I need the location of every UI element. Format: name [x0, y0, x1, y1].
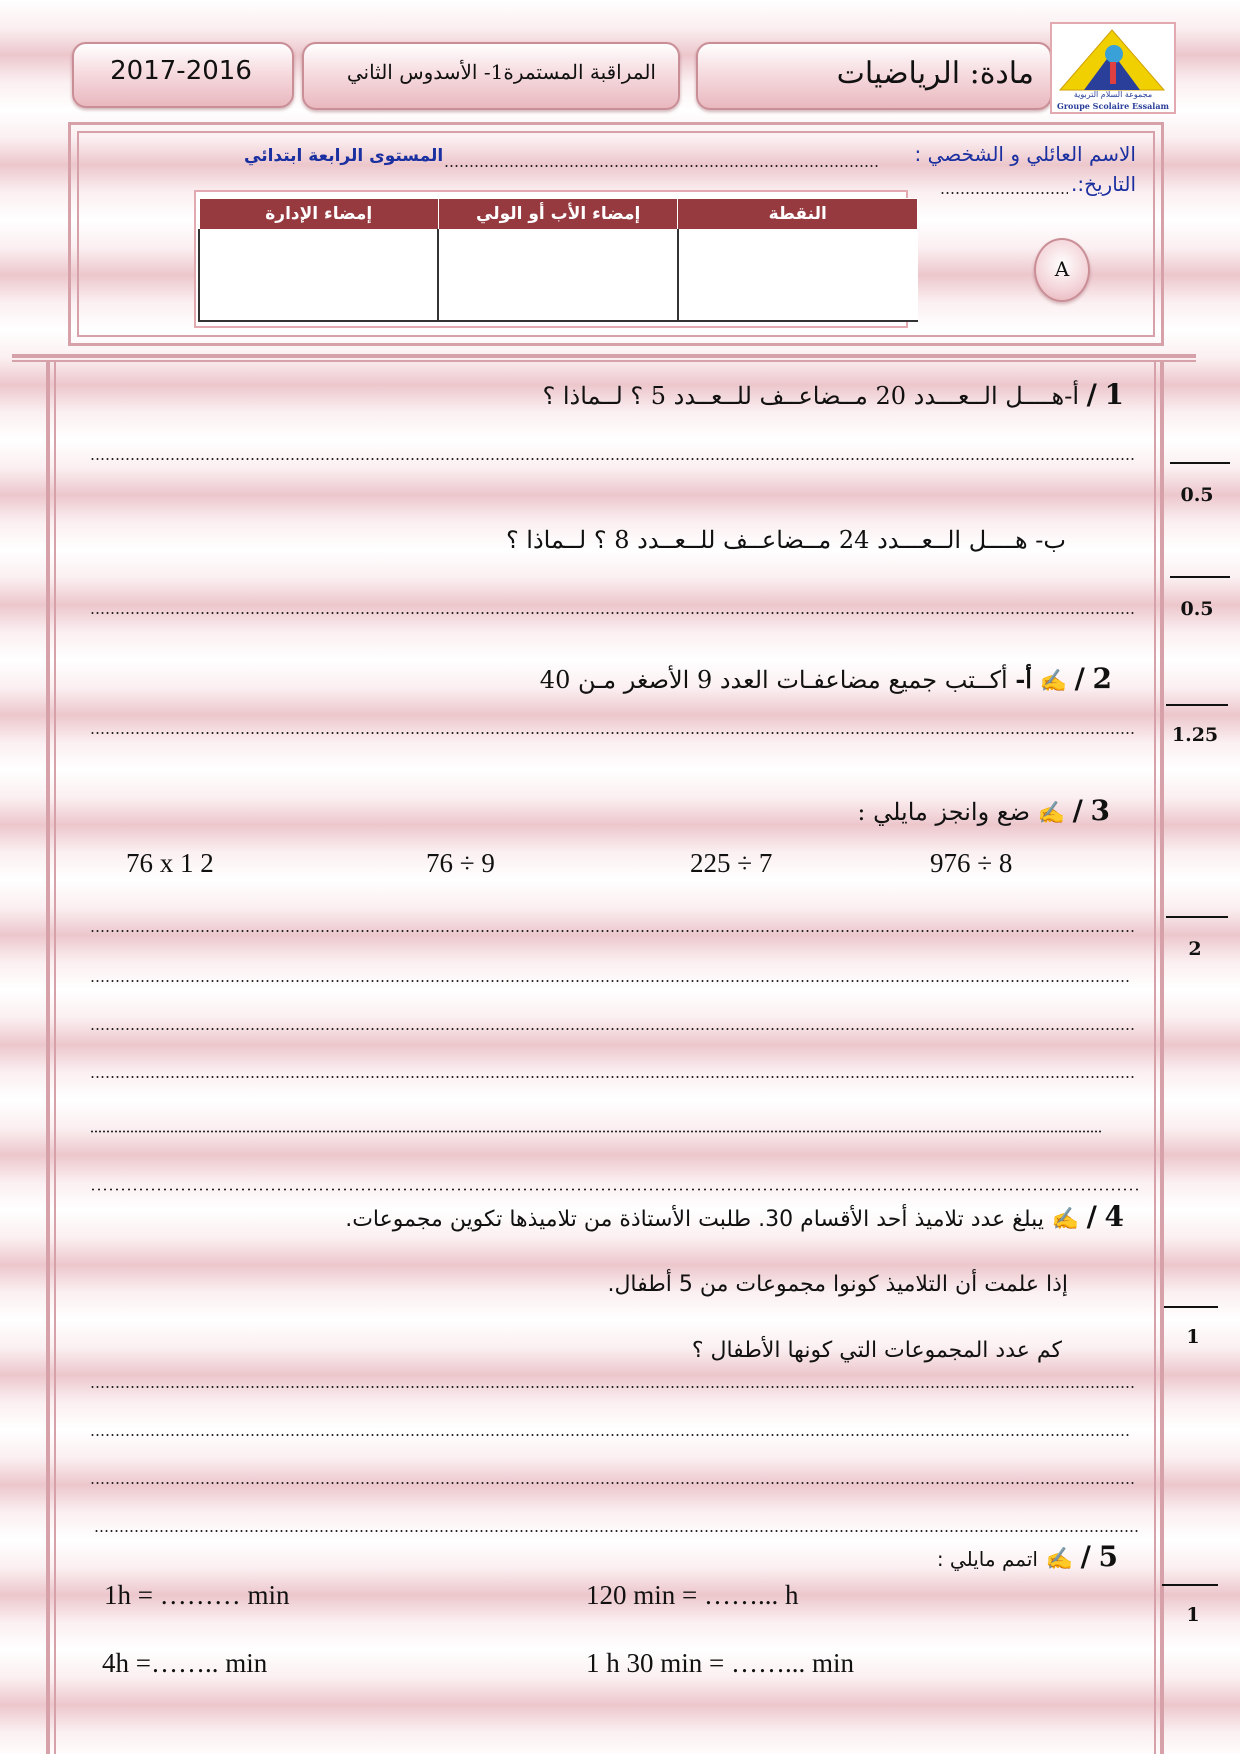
question-4-line-2: إذا علمت أن التلاميذ كونوا مجموعات من 5 أطفال. [607, 1272, 1068, 1297]
question-4-line-1: يبلغ عدد تلاميذ أحد الأقسام 30. طلبت الأستاذة من تلاميذها تكوين مجموعات. [345, 1207, 1044, 1232]
grade-cell[interactable] [678, 230, 918, 322]
answer-line[interactable] [90, 612, 1136, 614]
question-4-line-3: كم عدد المجموعات التي كونها الأطفال ؟ [691, 1338, 1062, 1363]
score-divider-4 [1166, 916, 1228, 918]
writing-hand-icon: ✍ [1045, 1547, 1073, 1572]
question-1a [542, 378, 1124, 411]
conversion-120min-to-h[interactable]: 120 min = ……... h [586, 1580, 799, 1610]
score-divider-6 [1162, 1584, 1218, 1586]
writing-hand-icon: ✍ [1037, 801, 1065, 826]
question-5-text: اتمم مايلي : [936, 1547, 1038, 1571]
school-year: 2017-2016 [110, 56, 252, 86]
answer-line[interactable] [90, 732, 1136, 734]
right-border [1160, 362, 1164, 1754]
question-2 [540, 662, 1112, 695]
answer-line[interactable] [90, 1076, 1136, 1078]
subject-title: مادة: الرياضيات [836, 56, 1034, 91]
left-border [46, 362, 50, 1754]
exam-title: المراقبة المستمرة1- الأسدوس الثاني [346, 60, 656, 84]
score-q1a: 0.5 [1180, 484, 1214, 506]
admin-signature-cell[interactable] [199, 230, 438, 322]
signature-table [198, 198, 918, 322]
version-letter: A [1054, 257, 1070, 281]
operation-76-times-12: 76 x 1 2 [126, 848, 214, 878]
date-label: التاريخ:. [1070, 172, 1136, 196]
question-separator: / [1072, 794, 1083, 827]
question-number: 1 [1104, 378, 1124, 411]
right-border-2 [1154, 362, 1156, 1754]
writing-hand-icon: ✍ [1051, 1207, 1079, 1232]
score-divider-1 [1170, 462, 1230, 464]
score-divider-3 [1166, 704, 1228, 706]
admin-signature-header: إمضاء الإدارة [199, 199, 438, 230]
score-q3: 2 [1188, 938, 1202, 960]
question-3 [857, 794, 1110, 827]
question-2-prefix: أ- [1015, 665, 1032, 694]
operation-976-div-8: 976 ÷ 8 [930, 848, 1013, 878]
version-badge [1034, 238, 1090, 302]
question-4 [345, 1200, 1124, 1233]
answer-line[interactable] [94, 1530, 1138, 1532]
question-2-text: أكــتب جميع مضاعفـات العدد 9 الأصغر مـن 40 [539, 666, 1008, 694]
date-dots [940, 192, 1068, 194]
answer-line[interactable] [90, 1434, 1130, 1436]
parent-signature-cell[interactable] [438, 230, 677, 322]
parent-signature-header: إمضاء الأب أو الولي [438, 199, 677, 230]
school-logo [1050, 22, 1176, 114]
answer-line[interactable] [90, 458, 1136, 460]
score-q1b: 0.5 [1180, 598, 1214, 620]
score-divider-2 [1170, 576, 1230, 578]
question-1a-text: أ-هــــل الــعـــدد 20 مــضاعــف للــعــدد 5 ؟ لــماذا ؟ [542, 382, 1079, 410]
divider-top-2 [12, 360, 1196, 362]
score-q4: 1 [1186, 1326, 1200, 1348]
answer-line[interactable] [90, 1028, 1136, 1030]
answer-line[interactable] [90, 980, 1130, 982]
question-3-text: ضع وانجز مايلي : [857, 798, 1030, 826]
level-label: المستوى الرابعة ابتدائي [244, 146, 444, 166]
question-number: 5 [1098, 1540, 1118, 1573]
score-q2: 1.25 [1171, 724, 1219, 746]
question-1b: ب- هــــل الــعـــدد 24 مــضاعــف للــعــدد 8 ؟ لــماذا ؟ [505, 526, 1066, 554]
operation-225-div-7: 225 ÷ 7 [690, 848, 773, 878]
answer-line[interactable] [90, 930, 1136, 932]
grade-header: النقطة [678, 199, 918, 230]
divider-top [12, 354, 1196, 358]
name-label: الاسم العائلي و الشخصي : [914, 142, 1136, 166]
logo-text-ar: مجموعة السلام التربوية [1073, 90, 1153, 99]
score-divider-5 [1164, 1306, 1218, 1308]
question-separator: / [1080, 1540, 1091, 1573]
question-number: 4 [1104, 1200, 1124, 1233]
question-number: 2 [1092, 662, 1112, 695]
question-5 [937, 1540, 1118, 1573]
question-separator: / [1074, 662, 1085, 695]
question-separator: / [1086, 378, 1097, 411]
logo-text-fr: Groupe Scolaire Essalam [1057, 101, 1169, 111]
question-number: 3 [1090, 794, 1110, 827]
operation-76-div-9: 76 ÷ 9 [426, 848, 495, 878]
conversion-4h-to-min[interactable]: 4h =…….. min [102, 1648, 268, 1678]
answer-line[interactable] [90, 1386, 1136, 1388]
name-dots [444, 165, 880, 167]
writing-hand-icon: ✍ [1039, 669, 1067, 694]
answer-line[interactable] [90, 1188, 1138, 1191]
score-q5: 1 [1186, 1604, 1200, 1626]
answer-line[interactable] [90, 1482, 1136, 1484]
question-separator: / [1086, 1200, 1097, 1233]
answer-line[interactable] [90, 1130, 1102, 1133]
conversion-1h-to-min[interactable]: 1h = ……… min [104, 1580, 290, 1610]
conversion-1h30-to-min[interactable]: 1 h 30 min = ……... min [586, 1648, 854, 1678]
left-border-2 [54, 362, 56, 1754]
